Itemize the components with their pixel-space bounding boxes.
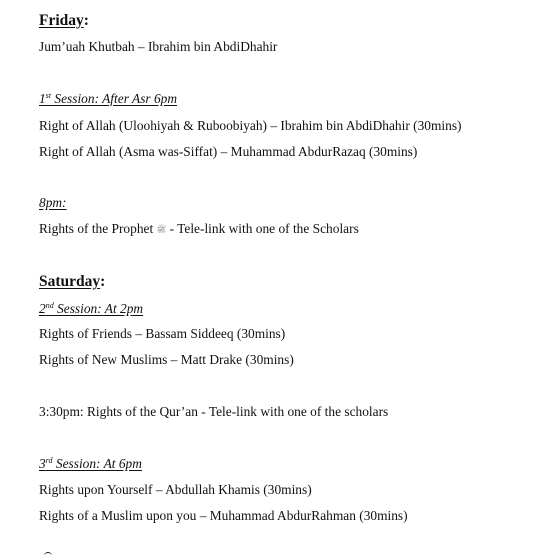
session-3-heading-text: Session: At 6pm xyxy=(52,456,142,471)
session-2-talk-2: Rights of New Muslims – Matt Drake (30mins) xyxy=(39,352,294,367)
session-2-ordinal-suffix: nd xyxy=(45,301,54,310)
session-3-talk-1: Rights upon Yourself – Abdullah Khamis (30mins) xyxy=(39,482,312,497)
evening-talk-detail: - Tele-link with one of the Scholars xyxy=(166,221,359,236)
saturday-heading xyxy=(39,273,105,291)
saturday-day-name: Saturday xyxy=(39,273,101,290)
session-1-ordinal-suffix: st xyxy=(45,91,52,100)
friday-khutbah: Jum’uah Khutbah – Ibrahim bin AbdiDhahir xyxy=(39,39,278,54)
session-2-heading xyxy=(39,301,143,317)
evening-talk xyxy=(39,221,359,238)
cut-off-glyph xyxy=(44,552,52,556)
evening-time-heading: 8pm: xyxy=(39,195,67,210)
session-3-ordinal-suffix: rd xyxy=(45,456,53,465)
evening-talk-title: Rights of the Prophet xyxy=(39,221,157,236)
session-1-heading xyxy=(39,91,177,107)
session-1-heading-text: Session: After Asr 6pm xyxy=(51,91,178,106)
session-3-heading xyxy=(39,456,142,472)
session-3-ordinal-number: 3 xyxy=(39,456,46,471)
session-2-heading-text: Session: At 2pm xyxy=(53,301,144,316)
salawat-symbol: ﷺ xyxy=(156,225,167,234)
session-1-talk-2: Right of Allah (Asma was-Siffat) – Muhammad AbdurRazaq (30mins) xyxy=(39,144,418,159)
afternoon-talk: 3:30pm: Rights of the Qur’an - Tele-link with one of the scholars xyxy=(39,404,389,419)
session-3-talk-2: Rights of a Muslim upon you – Muhammad AbdurRahman (30mins) xyxy=(39,508,408,523)
session-1-ordinal-number: 1 xyxy=(39,91,46,106)
session-2-talk-1: Rights of Friends – Bassam Siddeeq (30mins) xyxy=(39,326,286,341)
friday-day-name: Friday xyxy=(39,12,84,29)
saturday-colon: : xyxy=(100,273,106,290)
session-1-talk-1: Right of Allah (Uloohiyah & Ruboobiyah) – Ibrahim bin AbdiDhahir (30mins) xyxy=(39,118,462,133)
schedule-document xyxy=(39,0,550,560)
friday-colon: : xyxy=(83,12,89,29)
session-2-ordinal-number: 2 xyxy=(39,301,46,316)
friday-heading xyxy=(39,12,89,30)
